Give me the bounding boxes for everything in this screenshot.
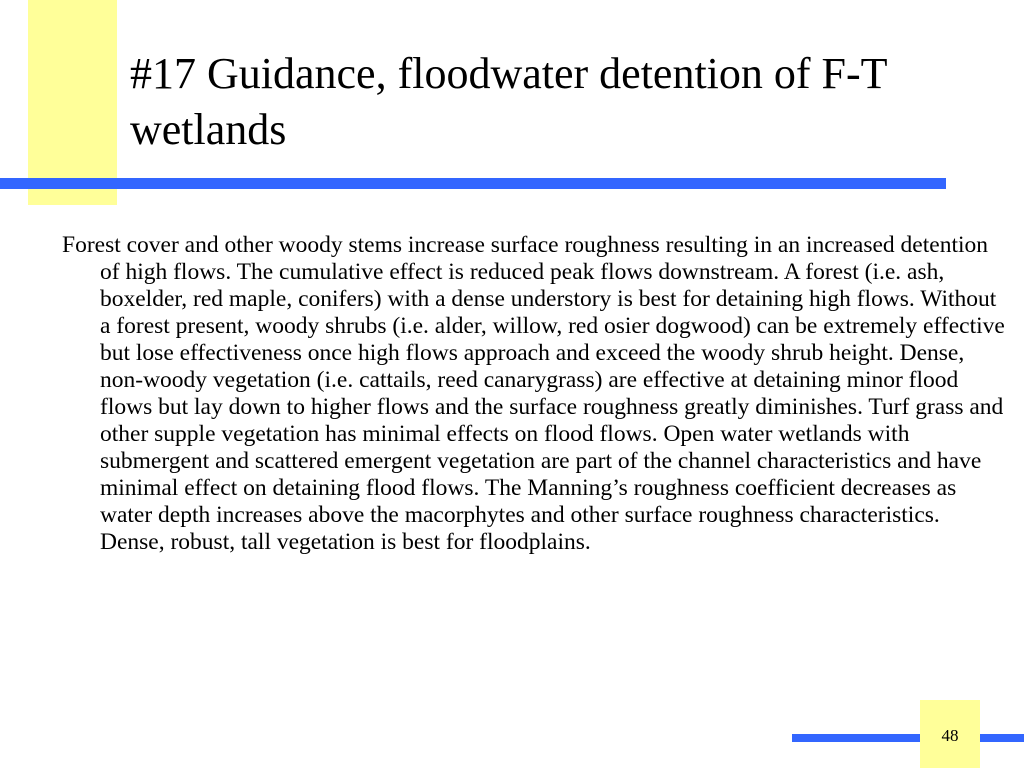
page-number: 48: [941, 726, 959, 745]
footer-rule-right: [980, 734, 1024, 742]
slide-body-text: Forest cover and other woody stems increase surface roughness resulting in an increased detention of high flows. The cumulative effect is reduced peak flows downstream. A forest (i.e. ash, boxelder, red maple, conifers) with a dense understory is best for detaining high flows. Without a forest present, woody shrubs (i.e. alder, willow, red osier dogwood) can be extremely effective but lose effectiveness once high flows approach and exceed the woody shrub height. Dense, non-woody vegetation (i.e. cattails, reed canarygrass) are effective at detaining minor flood flows but lay down to higher flows and the surface roughness greatly diminishes. Turf grass and other supple vegetation has minimal effects on flood flows. Open water wetlands with submergent and scattered emergent vegetation are part of the channel characteristics and have minimal effect on detaining flood flows. The Manning’s roughness coefficient decreases as water depth increases above the macorphytes and other surface roughness characteristics. Dense, robust, tall vegetation is best for floodplains.: [62, 232, 1005, 555]
title-accent-block: [28, 0, 117, 205]
title-underline-rule: [0, 178, 946, 189]
footer-rule-left: [792, 734, 920, 742]
slide-title: #17 Guidance, floodwater detention of F-T wetlands: [130, 49, 887, 154]
